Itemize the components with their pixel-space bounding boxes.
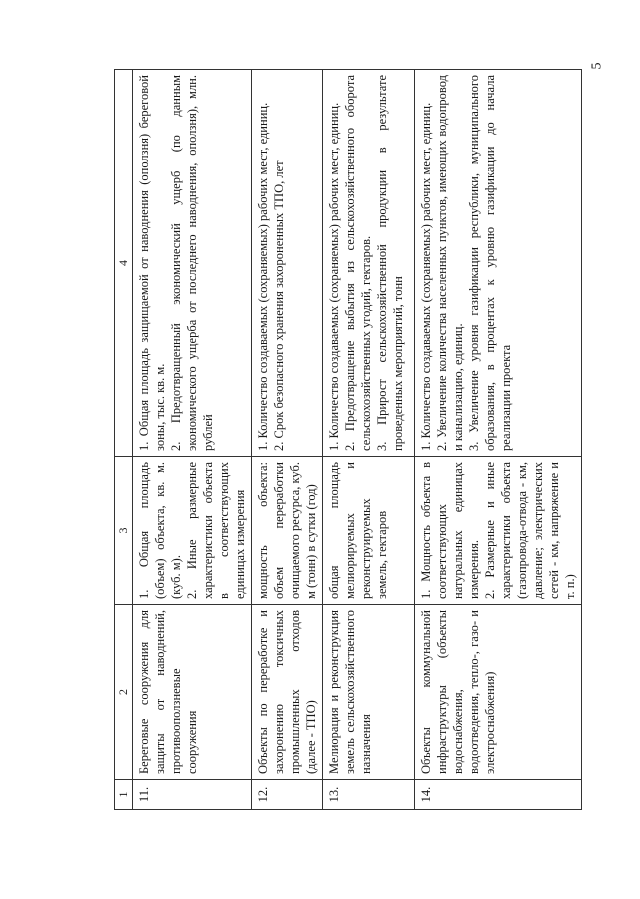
table-row: [415, 70, 582, 810]
characteristics-cell: [323, 457, 415, 605]
indicator-item: 2. Предотвращение выбытия из сельскохозяйственного оборота сельскохозяйственных угодий, гектаров.: [343, 75, 374, 451]
header-col-3: 3: [115, 457, 133, 605]
object-name: Объекты коммунальной инфраструктуры (объекты водоснабжения, водоотведения, тепло-, газо- и электроснабжения): [415, 605, 582, 780]
indicators-cell: [323, 70, 415, 457]
indicator-item: 1. Количество создаваемых (сохраняемых) рабочих мест, единиц.: [327, 102, 342, 451]
characteristics-cell: [415, 457, 582, 605]
table-row: [133, 70, 252, 810]
table-row: [323, 70, 415, 810]
indicators-cell: [415, 70, 582, 457]
indicator-item: 3. Прирост сельскохозяйственной продукции в результате проведенных мероприятий, тонн: [375, 75, 406, 451]
object-name: Объекты по переработке и захоронению токсичных промышленных отходов (далее - ТПО): [252, 605, 323, 780]
indicator-item: 1. Количество создаваемых (сохраняемых) рабочих мест, единиц.: [256, 102, 271, 451]
page-number: 5: [589, 62, 605, 70]
table-header-row: [115, 70, 133, 810]
characteristics-cell: [133, 457, 252, 605]
table-row: [252, 70, 323, 810]
indicators-cell: [133, 70, 252, 457]
characteristic-item: 2. Иные размерные характеристики объекта в соответствующих единицах измерения: [185, 462, 248, 599]
characteristic-item: 2. Размерные и иные характеристики объекта (газопровода-отвода - км, давление; электрических сетей - км, напряжение и т. п.): [483, 462, 578, 599]
characteristic-item: 1. Общая площадь (объем) объекта, кв. м. (куб. м).: [137, 462, 184, 599]
header-col-4: 4: [115, 70, 133, 457]
header-col-1: 1: [115, 780, 133, 810]
row-number: 12.: [252, 780, 323, 810]
indicator-item: 2. Предотвращенный экономический ущерб (по данным экономического ущерба от последнего наводнения, оползня), млн. рублей: [169, 75, 216, 451]
header-col-2: 2: [115, 605, 133, 780]
row-number: 14.: [415, 780, 582, 810]
indicator-item: 1. Общая площадь защищаемой от наводнения (оползня) береговой зоны, тыс. кв. м.: [137, 75, 168, 451]
characteristic-item: мощность объекта: объем переработки очищаемого ресурса, куб. м (тонн) в сутки (год): [256, 462, 319, 599]
object-name: Береговые сооружения для защиты от наводнений, противооползневые сооружения: [133, 605, 252, 780]
characteristic-item: общая площадь мелиорируемых и реконструируемых земель, гектаров: [327, 462, 390, 599]
indicator-item: 3. Увеличение уровня газификации республики, муниципального образования, в процентах к уровню газификации до начала реализации проекта: [467, 75, 514, 451]
indicators-table: [114, 69, 582, 810]
indicator-item: 2. Увеличение количества населенных пунктов, имеющих водопровод и канализацию, единиц.: [435, 75, 466, 451]
indicator-item: 1. Количество создаваемых (сохраняемых) рабочих мест, единиц.: [419, 102, 434, 451]
characteristic-item: 1. Мощность объекта в соответствующих натуральных единицах измерения.: [419, 462, 482, 599]
indicators-cell: [252, 70, 323, 457]
indicator-item: 2. Срок безопасного хранения захороненных ТПО, лет: [272, 160, 287, 451]
object-name: Мелиорация и реконструкция земель сельскохозяйственного назначения: [323, 605, 415, 780]
row-number: 11.: [133, 780, 252, 810]
characteristics-cell: [252, 457, 323, 605]
rotated-table-container: [114, 70, 578, 810]
row-number: 13.: [323, 780, 415, 810]
